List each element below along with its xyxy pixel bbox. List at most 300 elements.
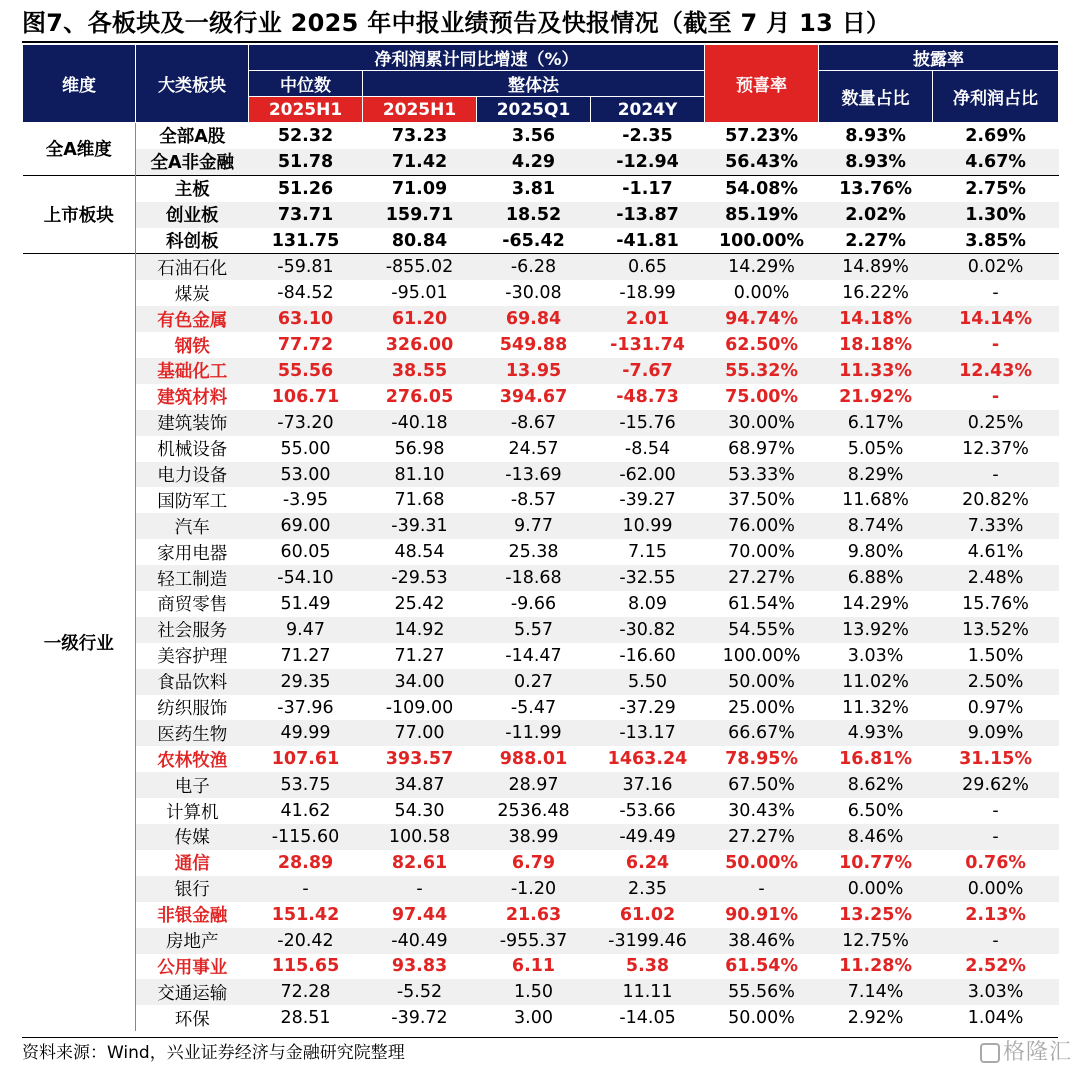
count-share-cell: 13.92%: [819, 617, 933, 643]
watermark-logo: [980, 1038, 1072, 1068]
table-row: [23, 202, 1059, 228]
profit-share-cell: -: [933, 928, 1059, 954]
overall-2025h1-cell: 93.83: [391, 956, 448, 977]
positive-rate-cell: 38.46%: [705, 928, 819, 954]
positive-rate-cell: 30.43%: [728, 801, 795, 822]
table-row: [23, 591, 1059, 617]
overall-2025q1-cell: 2536.48: [497, 801, 570, 822]
overall-2025h1-cell: 326.00: [385, 335, 454, 356]
overall-2024y-cell: -53.66: [619, 801, 676, 822]
profit-share-cell: -: [992, 801, 999, 822]
industry-name-cell: 电子: [136, 772, 249, 798]
table-row: [23, 280, 1059, 306]
positive-rate-cell: 0.00%: [733, 283, 790, 304]
count-share-cell: 14.89%: [819, 254, 933, 280]
overall-2024y-cell: -3199.46: [591, 928, 705, 954]
profit-share-cell: 1.50%: [967, 645, 1024, 666]
overall-2024y-cell: -15.76: [591, 410, 705, 436]
industry-name-cell: 电力设备: [136, 462, 249, 488]
table-row: [23, 565, 1059, 591]
industry-name-cell: 石油石化: [136, 254, 249, 280]
overall-2025h1-cell: 54.30: [394, 801, 445, 822]
table-body: [23, 123, 1059, 1032]
overall-2025h1-cell: 97.44: [391, 904, 448, 925]
overall-2024y-cell: -8.54: [624, 438, 671, 459]
overall-2025h1-cell: 73.23: [363, 123, 477, 149]
profit-share-cell: 3.85%: [965, 230, 1026, 251]
median-2025h1-cell: 51.49: [280, 593, 331, 614]
overall-2025h1-cell: 14.92: [363, 617, 477, 643]
table-row: [23, 462, 1059, 488]
overall-2025h1-cell: 25.42: [394, 593, 445, 614]
count-share-cell: 8.46%: [819, 824, 933, 850]
overall-2025q1-cell: 5.57: [477, 617, 591, 643]
profit-share-cell: 2.52%: [965, 956, 1026, 977]
count-share-cell: 2.27%: [845, 230, 906, 251]
median-2025h1-cell: 53.00: [249, 462, 363, 488]
overall-2025q1-cell: -1.20: [477, 876, 591, 902]
table-row: [23, 669, 1059, 695]
table-row: [23, 332, 1059, 358]
profit-share-cell: 2.69%: [933, 123, 1059, 149]
positive-rate-cell: 53.33%: [705, 462, 819, 488]
positive-rate-cell: 27.27%: [705, 565, 819, 591]
overall-2025q1-cell: 3.00: [514, 1008, 553, 1029]
median-2025h1-cell: 69.00: [249, 513, 363, 539]
overall-2025q1-cell: 6.79: [511, 852, 556, 873]
table-row: [23, 539, 1059, 565]
table-row: [23, 772, 1059, 798]
median-2025h1-cell: -84.52: [277, 283, 334, 304]
table-row: [23, 954, 1059, 980]
group-label: 上市板块: [23, 175, 136, 254]
count-share-cell: 9.80%: [847, 542, 904, 563]
overall-2025q1-cell: 24.57: [508, 438, 559, 459]
count-share-cell: 8.74%: [819, 513, 933, 539]
count-share-cell: 18.18%: [839, 335, 912, 356]
median-2025h1-cell: 55.00: [280, 438, 331, 459]
median-2025h1-cell: 28.89: [277, 852, 334, 873]
earnings-table: [22, 44, 1059, 1031]
top-rule: [22, 41, 1058, 43]
overall-2024y-cell: -13.87: [591, 202, 705, 228]
profit-share-cell: 2.48%: [933, 565, 1059, 591]
overall-2025h1-cell: 34.00: [363, 669, 477, 695]
overall-2025q1-cell: 13.95: [477, 358, 591, 384]
industry-name-cell: 创业板: [136, 202, 249, 228]
industry-name-cell: 房地产: [136, 928, 249, 954]
positive-rate-cell: 68.97%: [728, 438, 795, 459]
positive-rate-cell: 27.27%: [705, 824, 819, 850]
table-row: [23, 695, 1059, 721]
industry-name-cell: 机械设备: [157, 440, 228, 461]
overall-2024y-cell: -13.17: [591, 720, 705, 746]
overall-2024y-cell: -41.81: [616, 230, 679, 251]
overall-2024y-cell: -37.29: [619, 697, 676, 718]
profit-share-cell: 7.33%: [933, 513, 1059, 539]
overall-2024y-cell: 6.24: [625, 852, 670, 873]
median-2025h1-cell: 106.71: [271, 386, 340, 407]
positive-rate-cell: 54.08%: [705, 175, 819, 201]
header-dimension: 维度: [23, 45, 136, 123]
median-2025h1-cell: 51.26: [249, 175, 363, 201]
count-share-cell: 8.93%: [819, 123, 933, 149]
count-share-cell: 11.33%: [819, 358, 933, 384]
overall-2024y-cell: 11.11: [591, 979, 705, 1005]
industry-name-cell: 农林牧渔: [157, 750, 228, 771]
table-row: [23, 824, 1059, 850]
industry-name-cell: 美容护理: [157, 647, 228, 668]
profit-share-cell: 14.14%: [933, 306, 1059, 332]
overall-2025q1-cell: 28.97: [477, 772, 591, 798]
header-overall-2025h1: 2025H1: [363, 97, 477, 123]
profit-share-cell: 0.76%: [965, 852, 1026, 873]
table-row: [23, 979, 1059, 1005]
median-2025h1-cell: 60.05: [280, 542, 331, 563]
profit-share-cell: 0.25%: [933, 410, 1059, 436]
overall-2025h1-cell: 77.00: [363, 720, 477, 746]
overall-2024y-cell: -49.49: [591, 824, 705, 850]
overall-2025q1-cell: 25.38: [508, 542, 559, 563]
median-2025h1-cell: -: [249, 876, 363, 902]
overall-2024y-cell: 61.02: [619, 904, 676, 925]
overall-2024y-cell: 7.15: [628, 542, 667, 563]
overall-2025h1-cell: -109.00: [385, 697, 454, 718]
table-row: [23, 1005, 1059, 1031]
table-row: [23, 149, 1059, 175]
positive-rate-cell: 14.29%: [705, 254, 819, 280]
count-share-cell: 11.32%: [842, 697, 909, 718]
profit-share-cell: 2.50%: [933, 669, 1059, 695]
median-2025h1-cell: 71.27: [280, 645, 331, 666]
header-net-profit-growth: 净利润累计同比增速（%）: [249, 45, 705, 71]
overall-2025q1-cell: -13.69: [477, 462, 591, 488]
overall-2025h1-cell: -95.01: [391, 283, 448, 304]
table-row: [23, 228, 1059, 254]
overall-2024y-cell: -62.00: [591, 462, 705, 488]
count-share-cell: 13.76%: [819, 175, 933, 201]
count-share-cell: 8.29%: [819, 462, 933, 488]
industry-name-cell: 科创板: [166, 232, 219, 252]
positive-rate-cell: -: [705, 876, 819, 902]
median-2025h1-cell: -37.96: [277, 697, 334, 718]
median-2025h1-cell: -20.42: [249, 928, 363, 954]
overall-2025q1-cell: -14.47: [505, 645, 562, 666]
count-share-cell: 12.75%: [819, 928, 933, 954]
overall-2024y-cell: -2.35: [591, 123, 705, 149]
table-row: [23, 123, 1059, 149]
industry-name-cell: 全部A股: [136, 123, 249, 149]
count-share-cell: 8.93%: [819, 149, 933, 175]
overall-2025h1-cell: 38.55: [363, 358, 477, 384]
profit-share-cell: 20.82%: [962, 490, 1029, 511]
header-profit-share: 净利润占比: [933, 71, 1059, 123]
overall-2025q1-cell: -955.37: [477, 928, 591, 954]
overall-2025q1-cell: -30.08: [505, 283, 562, 304]
industry-name-cell: 国防军工: [157, 491, 228, 512]
profit-share-cell: 0.97%: [967, 697, 1024, 718]
positive-rate-cell: 90.91%: [725, 904, 798, 925]
table-row: [23, 746, 1059, 772]
positive-rate-cell: 78.95%: [725, 749, 798, 770]
count-share-cell: 0.00%: [819, 876, 933, 902]
median-2025h1-cell: -59.81: [249, 254, 363, 280]
count-share-cell: 11.28%: [839, 956, 912, 977]
median-2025h1-cell: 28.51: [280, 1008, 331, 1029]
median-2025h1-cell: 49.99: [249, 720, 363, 746]
profit-share-cell: 0.00%: [933, 876, 1059, 902]
industry-name-cell: 钢铁: [174, 336, 210, 357]
count-share-cell: 16.22%: [842, 283, 909, 304]
overall-2025h1-cell: -5.52: [363, 979, 477, 1005]
overall-2024y-cell: 37.16: [591, 772, 705, 798]
median-2025h1-cell: -54.10: [249, 565, 363, 591]
overall-2024y-cell: 2.01: [591, 306, 705, 332]
overall-2024y-cell: -1.17: [591, 175, 705, 201]
overall-2025h1-cell: 82.61: [391, 852, 448, 873]
overall-2025h1-cell: -40.49: [363, 928, 477, 954]
count-share-cell: 13.25%: [839, 904, 912, 925]
overall-2025q1-cell: 3.81: [477, 175, 591, 201]
profit-share-cell: 3.03%: [933, 979, 1059, 1005]
positive-rate-cell: 66.67%: [705, 720, 819, 746]
table-row: [23, 306, 1059, 332]
industry-name-cell: 全A非金融: [136, 149, 249, 175]
industry-name-cell: 纺织服饰: [157, 699, 228, 720]
count-share-cell: 6.17%: [819, 410, 933, 436]
count-share-cell: 11.68%: [842, 490, 909, 511]
overall-2025h1-cell: 71.27: [394, 645, 445, 666]
profit-share-cell: 1.04%: [967, 1008, 1024, 1029]
overall-2025h1-cell: -29.53: [363, 565, 477, 591]
overall-2025h1-cell: -39.72: [391, 1008, 448, 1029]
overall-2024y-cell: -131.74: [610, 335, 685, 356]
industry-name-cell: 主板: [136, 175, 249, 201]
profit-share-cell: 4.67%: [933, 149, 1059, 175]
median-2025h1-cell: -73.20: [249, 410, 363, 436]
profit-share-cell: 9.09%: [933, 720, 1059, 746]
count-share-cell: 8.62%: [819, 772, 933, 798]
overall-2025h1-cell: -40.18: [363, 410, 477, 436]
overall-2025q1-cell: 988.01: [499, 749, 568, 770]
overall-2025h1-cell: 56.98: [394, 438, 445, 459]
profit-share-cell: -: [933, 824, 1059, 850]
overall-2024y-cell: -14.05: [619, 1008, 676, 1029]
positive-rate-cell: 85.19%: [705, 202, 819, 228]
count-share-cell: 11.02%: [819, 669, 933, 695]
count-share-cell: 2.02%: [819, 202, 933, 228]
profit-share-cell: 1.30%: [933, 202, 1059, 228]
median-2025h1-cell: 72.28: [249, 979, 363, 1005]
header-median-period: 2025H1: [249, 97, 363, 123]
overall-2025q1-cell: 0.27: [477, 669, 591, 695]
count-share-cell: 14.29%: [842, 593, 909, 614]
count-share-cell: 5.05%: [847, 438, 904, 459]
overall-2024y-cell: -18.99: [619, 283, 676, 304]
median-2025h1-cell: 29.35: [249, 669, 363, 695]
overall-2025q1-cell: 3.56: [477, 123, 591, 149]
industry-name-cell: 传媒: [136, 824, 249, 850]
industry-name-cell: 交通运输: [136, 979, 249, 1005]
count-share-cell: 2.92%: [847, 1008, 904, 1029]
header-count-share: 数量占比: [819, 71, 933, 123]
median-2025h1-cell: 77.72: [277, 335, 334, 356]
header-median: 中位数: [249, 71, 363, 97]
median-2025h1-cell: 63.10: [249, 306, 363, 332]
overall-2025h1-cell: 71.68: [394, 490, 445, 511]
header-category: 大类板块: [136, 45, 249, 123]
median-2025h1-cell: 73.71: [249, 202, 363, 228]
overall-2024y-cell: 0.65: [591, 254, 705, 280]
overall-2025q1-cell: 4.29: [477, 149, 591, 175]
group-label: 一级行业: [23, 254, 136, 1031]
overall-2025h1-cell: 100.58: [363, 824, 477, 850]
median-2025h1-cell: 53.75: [249, 772, 363, 798]
industry-name-cell: 社会服务: [136, 617, 249, 643]
table-row: [23, 513, 1059, 539]
table-row: [23, 850, 1059, 876]
overall-2025h1-cell: 48.54: [394, 542, 445, 563]
count-share-cell: 4.93%: [819, 720, 933, 746]
overall-2025q1-cell: 1.50: [477, 979, 591, 1005]
overall-2025q1-cell: -11.99: [477, 720, 591, 746]
positive-rate-cell: 50.00%: [728, 1008, 795, 1029]
overall-2024y-cell: 5.50: [591, 669, 705, 695]
overall-2025h1-cell: -39.31: [363, 513, 477, 539]
table-row: [23, 175, 1059, 201]
median-2025h1-cell: 115.65: [271, 956, 340, 977]
table-row: [23, 928, 1059, 954]
overall-2024y-cell: 1463.24: [607, 749, 688, 770]
industry-name-cell: 通信: [174, 854, 210, 875]
count-share-cell: 16.81%: [839, 749, 912, 770]
median-2025h1-cell: 51.78: [249, 149, 363, 175]
median-2025h1-cell: 52.32: [249, 123, 363, 149]
positive-rate-cell: 67.50%: [705, 772, 819, 798]
positive-rate-cell: 61.54%: [728, 593, 795, 614]
bottom-rule: [22, 1037, 1058, 1038]
industry-name-cell: 基础化工: [136, 358, 249, 384]
overall-2024y-cell: -12.94: [591, 149, 705, 175]
positive-rate-cell: 76.00%: [705, 513, 819, 539]
overall-2025h1-cell: 81.10: [363, 462, 477, 488]
table-row: [23, 410, 1059, 436]
overall-2024y-cell: -39.27: [619, 490, 676, 511]
overall-2025h1-cell: 276.05: [385, 386, 454, 407]
positive-rate-cell: 54.55%: [705, 617, 819, 643]
count-share-cell: 14.18%: [819, 306, 933, 332]
overall-2024y-cell: -30.82: [591, 617, 705, 643]
positive-rate-cell: 70.00%: [728, 542, 795, 563]
profit-share-cell: 12.43%: [933, 358, 1059, 384]
profit-share-cell: 2.75%: [933, 175, 1059, 201]
overall-2024y-cell: -7.67: [591, 358, 705, 384]
overall-2025h1-cell: 61.20: [363, 306, 477, 332]
logo-icon: [980, 1043, 1000, 1063]
positive-rate-cell: 37.50%: [728, 490, 795, 511]
table-row: [23, 720, 1059, 746]
source-note: 资料来源：Wind，兴业证券经济与金融研究院整理: [22, 1043, 405, 1063]
industry-name-cell: 公用事业: [157, 957, 228, 978]
overall-2025q1-cell: 38.99: [477, 824, 591, 850]
overall-2025q1-cell: -8.67: [477, 410, 591, 436]
overall-2024y-cell: 5.38: [625, 956, 670, 977]
median-2025h1-cell: 41.62: [280, 801, 331, 822]
table-row: [23, 617, 1059, 643]
header-positive-rate: 预喜率: [705, 45, 819, 123]
overall-2025h1-cell: 159.71: [363, 202, 477, 228]
industry-name-cell: 建筑装饰: [136, 410, 249, 436]
overall-2025q1-cell: 394.67: [499, 386, 568, 407]
overall-2025q1-cell: -5.47: [510, 697, 557, 718]
industry-name-cell: 计算机: [166, 802, 219, 823]
overall-2025q1-cell: -9.66: [510, 593, 557, 614]
overall-2024y-cell: -48.73: [616, 386, 679, 407]
industry-name-cell: 煤炭: [174, 284, 210, 305]
table-row: [23, 436, 1059, 462]
positive-rate-cell: 55.56%: [705, 979, 819, 1005]
overall-2025q1-cell: 69.84: [477, 306, 591, 332]
overall-2025q1-cell: 9.77: [477, 513, 591, 539]
page-title: 图7、各板块及一级行业 2025 年中报业绩预告及快报情况（截至 7 月 13 日）: [22, 9, 891, 37]
count-share-cell: 6.50%: [847, 801, 904, 822]
industry-name-cell: 银行: [136, 876, 249, 902]
profit-share-cell: -: [991, 335, 1000, 356]
overall-2024y-cell: 8.09: [628, 593, 667, 614]
positive-rate-cell: 62.50%: [725, 335, 798, 356]
positive-rate-cell: 57.23%: [705, 123, 819, 149]
positive-rate-cell: 94.74%: [705, 306, 819, 332]
table-row: [23, 798, 1059, 824]
overall-2025h1-cell: 393.57: [385, 749, 454, 770]
positive-rate-cell: 55.32%: [705, 358, 819, 384]
overall-2025q1-cell: -8.57: [510, 490, 557, 511]
positive-rate-cell: 100.00%: [719, 230, 805, 251]
header-disclosure: 披露率: [819, 45, 1059, 71]
positive-rate-cell: 56.43%: [705, 149, 819, 175]
overall-2024y-cell: -32.55: [591, 565, 705, 591]
positive-rate-cell: 30.00%: [705, 410, 819, 436]
table-row: [23, 876, 1059, 902]
profit-share-cell: 4.61%: [967, 542, 1024, 563]
overall-2025h1-cell: -: [363, 876, 477, 902]
median-2025h1-cell: 107.61: [271, 749, 340, 770]
industry-name-cell: 家用电器: [157, 543, 228, 564]
industry-name-cell: 商贸零售: [157, 595, 228, 616]
positive-rate-cell: 100.00%: [722, 645, 801, 666]
profit-share-cell: 13.52%: [933, 617, 1059, 643]
positive-rate-cell: 25.00%: [728, 697, 795, 718]
median-2025h1-cell: 9.47: [249, 617, 363, 643]
header-overall: 整体法: [363, 71, 705, 97]
overall-2025h1-cell: -855.02: [363, 254, 477, 280]
count-share-cell: 21.92%: [839, 386, 912, 407]
profit-share-cell: 12.37%: [962, 438, 1029, 459]
overall-2024y-cell: -16.60: [619, 645, 676, 666]
profit-share-cell: -: [992, 283, 999, 304]
positive-rate-cell: 61.54%: [725, 956, 798, 977]
industry-name-cell: 医药生物: [136, 720, 249, 746]
overall-2025q1-cell: 21.63: [505, 904, 562, 925]
table-row: [23, 358, 1059, 384]
profit-share-cell: 29.62%: [933, 772, 1059, 798]
positive-rate-cell: 50.00%: [705, 669, 819, 695]
industry-name-cell: 建筑材料: [157, 388, 228, 409]
header-overall-2025q1: 2025Q1: [477, 97, 591, 123]
count-share-cell: 10.77%: [839, 852, 912, 873]
header-overall-2024y: 2024Y: [591, 97, 705, 123]
profit-share-cell: -: [933, 462, 1059, 488]
